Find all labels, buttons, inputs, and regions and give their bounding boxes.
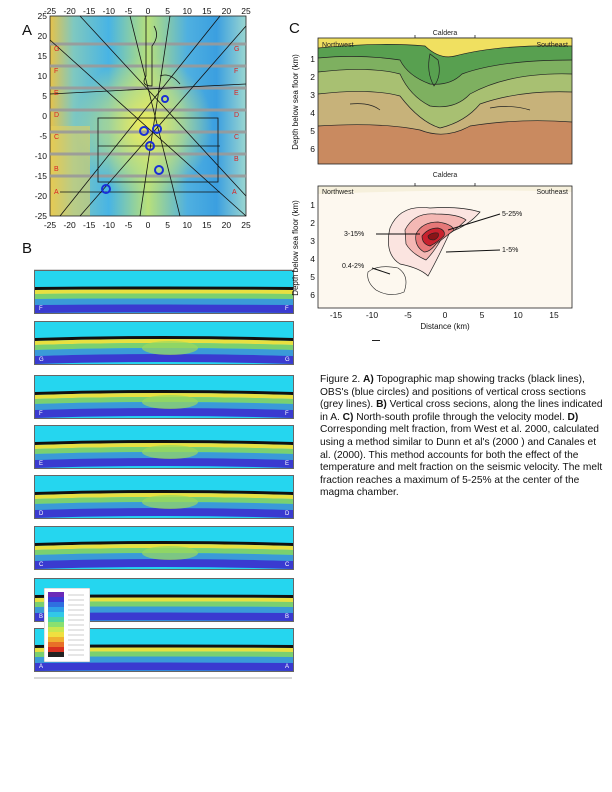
tick-label: -10 xyxy=(365,310,379,320)
caption-d-letter: D) xyxy=(567,411,579,423)
strip-label-left: E xyxy=(39,461,44,467)
tick-label: 5 xyxy=(165,6,170,16)
tick-label: 15 xyxy=(37,51,47,61)
annotation-label: 1-5% xyxy=(502,247,519,254)
cross-section-strip xyxy=(34,475,294,519)
tick-label: -15 xyxy=(83,6,96,16)
strip-label-right: F xyxy=(285,306,289,312)
cross-section-strip xyxy=(34,526,294,570)
tick-label: -15 xyxy=(34,171,47,181)
tick-label: 1 xyxy=(310,200,315,210)
annotation-label: 3-15% xyxy=(344,231,365,238)
stray-dash xyxy=(372,340,380,341)
tick-label: 5 xyxy=(42,91,47,101)
d-y-ticks xyxy=(310,200,315,300)
tick-label: 1 xyxy=(310,54,315,64)
strip-label-right: A xyxy=(285,664,290,670)
strip-label-left: F xyxy=(39,306,43,312)
tick-label: 20 xyxy=(221,220,232,230)
caldera-label: Caldera xyxy=(432,30,458,37)
cross-section-strip xyxy=(34,270,294,314)
line-label: D xyxy=(54,112,60,119)
tick-label: 0 xyxy=(42,111,47,121)
caption-a-letter: A) xyxy=(363,374,374,385)
tick-label: 5 xyxy=(479,310,485,320)
tick-label: -5 xyxy=(124,220,133,230)
tick-label: 6 xyxy=(310,144,315,154)
tick-label: 0 xyxy=(442,310,448,320)
map-y-ticks xyxy=(35,11,48,221)
map-x-ticks-top xyxy=(44,6,251,16)
strip-bottom-axis xyxy=(30,676,295,686)
northwest-label: Northwest xyxy=(322,42,354,49)
caption-d-text: Corresponding melt fraction, from West et al. 2000, calculated using a method similar to Dunn et al's (2000 ) and Canales et al. (2000). This method accounts for both the effect of the temperature and melt fraction on the seismic velocity. The melt fraction reaches a maximum of 5-25% at the center of the magma chamber. xyxy=(320,424,603,499)
line-label: F xyxy=(54,68,59,75)
tick-label: 20 xyxy=(221,6,232,16)
caption-intro: Figure 2. xyxy=(320,374,361,385)
tick-label: -5 xyxy=(404,310,412,320)
strip-label-right: F xyxy=(285,411,289,417)
tick-label: 3 xyxy=(310,90,315,100)
strip-label-right: C xyxy=(285,562,290,568)
caption-b-text: Vertical cross secions, along the lines indicated in A. xyxy=(320,399,603,423)
tick-label: 0 xyxy=(145,220,151,230)
tick-label: 25 xyxy=(241,220,251,230)
caption-c-letter: C) xyxy=(342,411,354,423)
tick-label: 5 xyxy=(310,272,315,282)
strip-label-right: B xyxy=(285,614,290,620)
cross-section-strip xyxy=(34,321,294,365)
tick-label: -10 xyxy=(102,6,115,16)
tick-label: -20 xyxy=(63,6,76,16)
line-label: B xyxy=(234,156,239,163)
tick-label: 3 xyxy=(310,236,315,246)
c-y-ticks xyxy=(310,54,315,154)
tick-label: 25 xyxy=(241,6,251,16)
strip-label-left: F xyxy=(39,411,43,417)
annotation-label: 0.4-2% xyxy=(342,263,365,270)
tick-label: 5 xyxy=(310,126,315,136)
line-label: G xyxy=(54,46,60,53)
c-y-axis-title: Depth below sea floor (km) xyxy=(291,54,300,150)
tick-label: -25 xyxy=(43,6,57,16)
tick-label: -20 xyxy=(34,191,47,201)
northwest-label: Northwest xyxy=(322,189,354,196)
line-label: C xyxy=(234,134,240,141)
tick-label: -25 xyxy=(34,211,47,221)
tick-label: -20 xyxy=(63,220,76,230)
tick-label: 25 xyxy=(37,11,47,21)
tick-label: -15 xyxy=(329,310,343,320)
melt-fraction-profile xyxy=(280,168,580,338)
tick-label: 2 xyxy=(310,218,315,228)
tick-label: 10 xyxy=(37,71,47,81)
tick-label: 15 xyxy=(549,310,559,320)
tick-label: -5 xyxy=(39,131,47,141)
tick-label: 4 xyxy=(310,108,315,118)
melt-contours xyxy=(318,186,572,308)
line-label: F xyxy=(234,68,239,75)
panel-a-letter: A xyxy=(22,22,33,39)
strip-label-left: D xyxy=(39,511,44,517)
tick-label: 10 xyxy=(182,6,192,16)
tick-label: 2 xyxy=(310,72,315,82)
tick-label: 20 xyxy=(37,31,47,41)
strip-label-right: E xyxy=(285,461,290,467)
topographic-map xyxy=(20,6,260,234)
caption-c-text: North-south profile through the velocity model. xyxy=(356,411,565,423)
velocity-layers xyxy=(318,38,572,164)
velocity-profile xyxy=(280,24,580,170)
map-x-ticks-bottom xyxy=(44,220,251,230)
tick-label: -10 xyxy=(34,151,47,161)
d-y-axis-title: Depth below sea floor (km) xyxy=(291,200,300,296)
line-label: A xyxy=(232,189,237,196)
caption-b-letter: B) xyxy=(376,399,387,411)
tick-label: -5 xyxy=(124,6,133,16)
tick-label: -25 xyxy=(43,220,57,230)
tick-label: -10 xyxy=(102,220,115,230)
figure-caption xyxy=(320,374,605,500)
strip-label-left: G xyxy=(39,357,44,363)
velocity-colour-scale xyxy=(44,588,90,662)
tick-label: 10 xyxy=(513,310,523,320)
tick-label: 5 xyxy=(165,220,170,230)
annotation-label: 5-25% xyxy=(502,211,523,218)
strip-label-left: C xyxy=(39,562,44,568)
panel-b-letter: B xyxy=(22,240,33,257)
tick-label: -15 xyxy=(83,220,96,230)
southeast-label: Southeast xyxy=(536,42,568,49)
line-label: G xyxy=(234,46,240,53)
tick-label: 4 xyxy=(310,254,315,264)
strip-label-left: A xyxy=(39,664,44,670)
d-x-axis-title: Distance (km) xyxy=(420,322,470,331)
tick-label: 15 xyxy=(202,6,212,16)
line-label: A xyxy=(54,189,59,196)
tick-label: 15 xyxy=(202,220,212,230)
d-x-ticks xyxy=(330,310,559,320)
line-label: C xyxy=(54,134,60,141)
cross-section-strip xyxy=(34,375,294,419)
caldera-label: Caldera xyxy=(432,172,458,179)
cross-section-strip xyxy=(34,425,294,469)
line-label: B xyxy=(54,166,59,173)
tick-label: 10 xyxy=(182,220,192,230)
line-label: E xyxy=(234,90,239,97)
tick-label: 0 xyxy=(145,6,151,16)
panel-c-letter: C xyxy=(289,20,300,37)
southeast-label: Southeast xyxy=(536,189,568,196)
line-label: D xyxy=(234,112,240,119)
caption-a-text: Topographic map showing tracks (black lines), OBS's (blue circles) and positions of vertical cross sections (grey lines). xyxy=(320,374,586,411)
strip-label-left: B xyxy=(39,614,44,620)
tick-label: 6 xyxy=(310,290,315,300)
strip-label-right: D xyxy=(285,511,290,517)
strip-label-right: G xyxy=(285,357,290,363)
line-label: E xyxy=(54,90,59,97)
